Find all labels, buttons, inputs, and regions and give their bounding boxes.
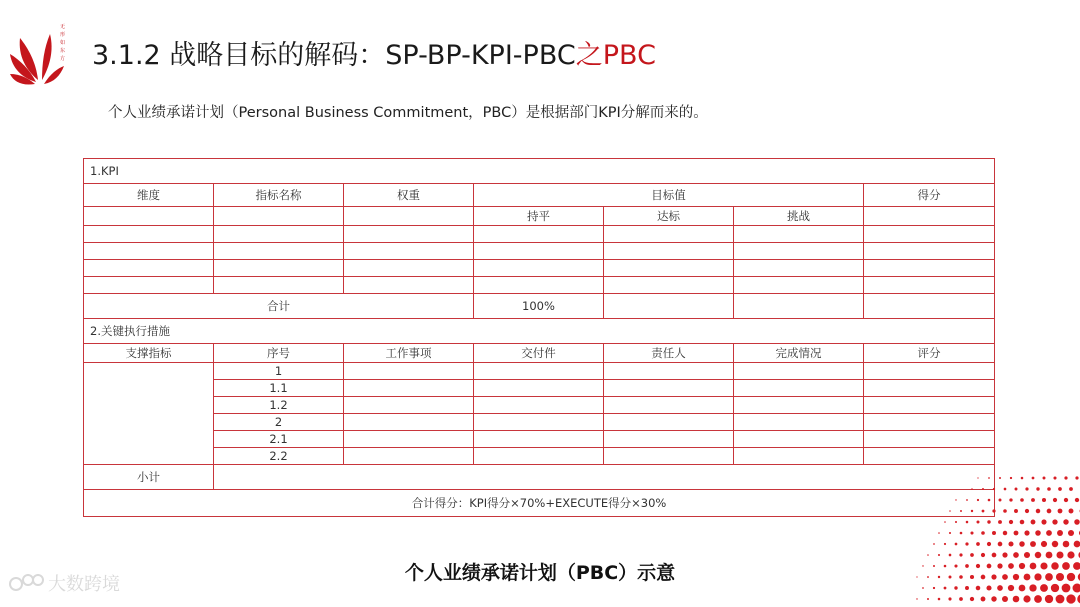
table-cell[interactable]	[474, 243, 604, 260]
page-title	[92, 38, 656, 74]
table-cell[interactable]	[864, 363, 995, 380]
decorative-dot	[1025, 509, 1029, 513]
decorative-dot	[1069, 487, 1073, 491]
seq-cell: 1.2	[214, 397, 344, 414]
decorative-dot	[944, 565, 947, 568]
decorative-dot	[916, 598, 917, 599]
seq-cell: 2	[214, 414, 344, 431]
decorative-dot	[1067, 551, 1074, 558]
decorative-dot	[1057, 530, 1063, 536]
decorative-dot	[981, 531, 985, 535]
decorative-dot	[1009, 520, 1013, 524]
table-cell[interactable]	[734, 397, 864, 414]
decorative-dot	[1025, 487, 1028, 490]
table-cell[interactable]	[344, 226, 474, 243]
table-cell[interactable]	[734, 277, 864, 294]
table-cell[interactable]	[214, 260, 344, 277]
decorative-dot	[938, 576, 940, 578]
table-cell[interactable]	[734, 414, 864, 431]
decorative-dot	[1034, 595, 1042, 603]
decorative-dot	[1053, 476, 1056, 479]
table-cell[interactable]	[864, 277, 995, 294]
decorative-dot	[971, 488, 973, 490]
decorative-dot	[1031, 498, 1035, 502]
decorative-dot	[933, 587, 935, 589]
decorative-dot	[982, 488, 984, 490]
decorative-dot	[1014, 531, 1019, 536]
decorative-dot	[949, 576, 952, 579]
decorative-dot	[1052, 519, 1057, 524]
decorative-dot	[1013, 552, 1019, 558]
svg-text:如: 如	[60, 40, 66, 46]
decorative-dot	[1041, 519, 1046, 524]
table-cell[interactable]	[734, 448, 864, 465]
decorative-dot	[1002, 574, 1008, 580]
decorative-dot	[1058, 509, 1063, 514]
table-cell[interactable]	[864, 414, 995, 431]
table-cell[interactable]	[474, 414, 604, 431]
decorative-dot	[1030, 563, 1037, 570]
decorative-dot	[955, 499, 956, 500]
decorative-dot	[965, 564, 969, 568]
table-row	[84, 431, 995, 448]
decorative-dot	[1036, 509, 1040, 513]
table-cell[interactable]	[344, 207, 474, 226]
decorative-dot	[999, 499, 1002, 502]
decorative-dot	[1024, 530, 1029, 535]
header-supporting-indicator: 支撑指标	[84, 344, 214, 363]
decorative-dot	[1041, 541, 1047, 547]
decorative-dot	[1013, 596, 1020, 603]
table-cell[interactable]	[214, 243, 344, 260]
header-target-met: 达标	[604, 207, 734, 226]
table-cell[interactable]	[604, 277, 734, 294]
decorative-dot	[1063, 519, 1068, 524]
decorative-dot	[970, 531, 973, 534]
header-indicator-name: 指标名称	[214, 184, 344, 207]
paw-logo-icon	[8, 572, 44, 594]
decorative-dot	[992, 531, 996, 535]
decorative-dot	[960, 510, 962, 512]
decorative-dot	[1069, 509, 1074, 514]
table-cell[interactable]	[474, 226, 604, 243]
header-rating: 评分	[864, 344, 995, 363]
decorative-dot	[998, 520, 1002, 524]
decorative-dot	[997, 563, 1002, 568]
decorative-dot	[944, 543, 946, 545]
decorative-dot	[987, 542, 991, 546]
decorative-dot	[949, 554, 952, 557]
table-cell[interactable]	[84, 226, 214, 243]
decorative-dot	[1029, 584, 1036, 591]
header-target-value: 目标值	[474, 184, 864, 207]
table-cell[interactable]	[604, 414, 734, 431]
title-prefix: 3.1.2 战略目标的解码：SP-BP-KPI-PBC	[92, 40, 576, 71]
decorative-dot	[991, 574, 996, 579]
supporting-indicator-cell[interactable]	[84, 363, 214, 465]
table-cell[interactable]	[84, 277, 214, 294]
decorative-dots-icon	[860, 470, 1080, 607]
decorative-dot	[949, 532, 951, 534]
table-cell[interactable]	[864, 294, 995, 319]
table-cell[interactable]	[734, 431, 864, 448]
decorative-dot	[1066, 594, 1075, 603]
subtitle: 个人业绩承诺计划（Personal Business Commitment，PBC）是根据部门KPI分解而来的。	[108, 105, 708, 121]
table-cell[interactable]	[344, 260, 474, 277]
decorative-dot	[1045, 573, 1053, 581]
header-target-flat: 持平	[474, 207, 604, 226]
decorative-dot	[997, 585, 1003, 591]
decorative-dot	[1056, 573, 1064, 581]
table-cell[interactable]	[604, 226, 734, 243]
decorative-dot	[976, 564, 980, 568]
svg-text:无: 无	[60, 24, 66, 30]
decorative-dot	[916, 576, 917, 577]
table-row	[84, 363, 995, 380]
table-cell[interactable]	[84, 243, 214, 260]
decorative-dot	[965, 542, 968, 545]
table-cell[interactable]	[214, 226, 344, 243]
decorative-dot	[987, 564, 992, 569]
decorative-dot	[1047, 509, 1052, 514]
company-logo-icon	[8, 18, 72, 92]
decorative-dot	[977, 477, 978, 478]
table-cell[interactable]	[344, 448, 474, 465]
table-cell[interactable]	[604, 243, 734, 260]
decorative-dot	[938, 554, 940, 556]
decorative-dot	[1020, 498, 1024, 502]
table-cell[interactable]	[474, 260, 604, 277]
table-row	[84, 260, 995, 277]
table-cell[interactable]	[84, 260, 214, 277]
kpi-total-label: 合计	[84, 294, 474, 319]
table-cell[interactable]	[734, 226, 864, 243]
table-cell[interactable]	[604, 448, 734, 465]
decorative-dot	[1046, 530, 1052, 536]
decorative-dot	[986, 585, 991, 590]
decorative-dot	[982, 510, 985, 513]
decorative-dot	[1062, 584, 1071, 593]
subtotal-label: 小计	[84, 465, 214, 490]
decorative-dot	[927, 598, 929, 600]
decorative-dot	[1036, 487, 1039, 490]
header-completion: 完成情况	[734, 344, 864, 363]
decorative-dot	[1024, 574, 1031, 581]
decorative-dot	[999, 477, 1001, 479]
table-cell[interactable]	[864, 207, 995, 226]
decorative-dot	[959, 553, 962, 556]
decorative-dot	[1045, 595, 1053, 603]
table-cell[interactable]	[604, 294, 734, 319]
table-cell[interactable]	[344, 431, 474, 448]
decorative-dot	[938, 532, 940, 534]
table-cell[interactable]	[864, 226, 995, 243]
decorative-dot	[1010, 477, 1012, 479]
decorative-dot	[976, 586, 981, 591]
header-deliverable: 交付件	[474, 344, 604, 363]
decorative-dot	[1030, 541, 1036, 547]
decorative-dot	[970, 597, 974, 601]
decorative-dot	[944, 521, 946, 523]
decorative-dot	[1067, 573, 1075, 581]
decorative-dot	[1003, 509, 1007, 513]
table-cell[interactable]	[344, 414, 474, 431]
header-target-challenge: 挑战	[734, 207, 864, 226]
decorative-dot	[1051, 562, 1058, 569]
watermark-text: 大数跨境	[48, 574, 120, 595]
table-row	[84, 414, 995, 431]
decorative-dot	[987, 520, 990, 523]
table-cell[interactable]	[474, 380, 604, 397]
decorative-dot	[1074, 541, 1080, 548]
decorative-dot	[1023, 595, 1030, 602]
table-cell[interactable]	[604, 260, 734, 277]
decorative-dot	[1015, 488, 1018, 491]
decorative-dot	[970, 575, 974, 579]
table-row	[84, 448, 995, 465]
decorative-dot	[981, 553, 985, 557]
decorative-dot	[960, 532, 963, 535]
decorative-dot	[1073, 562, 1080, 570]
decorative-dot	[1052, 541, 1058, 547]
watermark	[8, 570, 120, 596]
decorative-dot	[1062, 562, 1070, 570]
decorative-dot	[1064, 476, 1067, 479]
decorative-dot	[955, 543, 958, 546]
decorative-dot	[927, 576, 929, 578]
decorative-dot	[1075, 498, 1079, 502]
decorative-dot	[1040, 562, 1047, 569]
decorative-dot	[976, 542, 980, 546]
decorative-dot	[998, 542, 1003, 547]
decorative-dot	[938, 598, 941, 601]
table-cell[interactable]	[734, 380, 864, 397]
decorative-dot	[1013, 574, 1019, 580]
title-accent: 之PBC	[575, 40, 656, 71]
decorative-dot	[933, 543, 935, 545]
decorative-dot	[988, 499, 991, 502]
table-cell[interactable]	[734, 363, 864, 380]
decorative-dot	[959, 597, 963, 601]
kpi-total-weight: 100%	[474, 294, 604, 319]
table-row	[84, 277, 995, 294]
decorative-dot	[1020, 520, 1025, 525]
decorative-dot	[922, 565, 923, 566]
decorative-dot	[1051, 584, 1059, 592]
svg-text:形: 形	[60, 32, 66, 38]
decorative-dot	[966, 521, 969, 524]
svg-text:东: 东	[60, 48, 66, 54]
table-cell[interactable]	[84, 207, 214, 226]
table-cell[interactable]	[604, 431, 734, 448]
actions-section-label: 2.关键执行措施	[84, 319, 995, 344]
kpi-section-label: 1.KPI	[84, 159, 995, 184]
decorative-dot	[949, 510, 951, 512]
decorative-dot	[1073, 584, 1080, 593]
decorative-dot	[1009, 498, 1012, 501]
decorative-dot	[1056, 551, 1063, 558]
seq-cell: 1.1	[214, 380, 344, 397]
table-cell[interactable]	[214, 277, 344, 294]
table-cell[interactable]	[864, 260, 995, 277]
header-seq-no: 序号	[214, 344, 344, 363]
decorative-dot	[1002, 552, 1007, 557]
table-cell[interactable]	[474, 448, 604, 465]
decorative-dot	[1008, 541, 1013, 546]
decorative-dot	[1056, 595, 1065, 604]
figure-caption: 个人业绩承诺计划（PBC）示意	[404, 562, 676, 584]
decorative-dot	[955, 521, 957, 523]
decorative-dot	[1031, 520, 1036, 525]
decorative-dot	[1019, 563, 1025, 569]
header-weight: 权重	[344, 184, 474, 207]
seq-cell: 2.1	[214, 431, 344, 448]
decorative-dot	[1004, 488, 1007, 491]
table-cell[interactable]	[864, 448, 995, 465]
decorative-dot	[1034, 573, 1041, 580]
table-cell[interactable]	[214, 207, 344, 226]
decorative-dot	[959, 575, 963, 579]
decorative-dot	[977, 499, 979, 501]
decorative-dot	[1019, 541, 1025, 547]
decorative-dot	[1040, 584, 1048, 592]
table-cell[interactable]	[604, 380, 734, 397]
decorative-dot	[1008, 585, 1014, 591]
decorative-dot	[1047, 487, 1051, 491]
decorative-dot	[966, 499, 968, 501]
decorative-dot	[970, 553, 974, 557]
decorative-dot	[971, 510, 973, 512]
decorative-dot	[981, 575, 986, 580]
header-owner: 责任人	[604, 344, 734, 363]
table-cell[interactable]	[864, 397, 995, 414]
table-cell[interactable]	[344, 363, 474, 380]
decorative-dot	[927, 554, 929, 556]
decorative-dot	[1053, 498, 1057, 502]
header-work-item: 工作事项	[344, 344, 474, 363]
decorative-dot	[1058, 487, 1062, 491]
decorative-dot	[944, 587, 947, 590]
decorative-dot	[1014, 509, 1018, 513]
decorative-dot	[991, 596, 996, 601]
table-cell[interactable]	[474, 431, 604, 448]
decorative-dot	[1021, 477, 1024, 480]
table-cell[interactable]	[734, 294, 864, 319]
table-cell[interactable]	[344, 277, 474, 294]
table-row	[84, 380, 995, 397]
seq-cell: 1	[214, 363, 344, 380]
table-cell[interactable]	[474, 397, 604, 414]
decorative-dot	[1063, 541, 1070, 548]
decorative-dot	[1068, 530, 1074, 536]
final-score-formula: 合计得分：KPI得分×70%+EXECUTE得分×30%	[84, 490, 995, 517]
decorative-dot	[1008, 563, 1014, 569]
decorative-dot	[976, 520, 979, 523]
table-cell[interactable]	[864, 431, 995, 448]
decorative-dot	[1002, 596, 1008, 602]
decorative-dot	[1046, 552, 1053, 559]
table-cell[interactable]	[734, 260, 864, 277]
seq-cell: 2.2	[214, 448, 344, 465]
decorative-dot	[1043, 477, 1046, 480]
decorative-dot	[1042, 498, 1046, 502]
table-row	[84, 243, 995, 260]
decorative-dot	[1035, 530, 1041, 536]
svg-text:方: 方	[60, 56, 66, 62]
decorative-dot	[1074, 519, 1080, 525]
table-cell[interactable]	[864, 243, 995, 260]
table-cell[interactable]	[344, 243, 474, 260]
decorative-dot	[992, 509, 995, 512]
decorative-dot	[1024, 552, 1030, 558]
decorative-dot	[1003, 531, 1007, 535]
table-cell[interactable]	[474, 277, 604, 294]
table-cell[interactable]	[474, 363, 604, 380]
decorative-dot	[1019, 585, 1026, 592]
table-cell[interactable]	[344, 397, 474, 414]
decorative-dot	[1035, 552, 1041, 558]
decorative-dot	[981, 597, 986, 602]
decorative-dot	[1032, 477, 1035, 480]
header-score: 得分	[864, 184, 995, 207]
decorative-dot	[933, 565, 935, 567]
decorative-dot	[988, 477, 990, 479]
table-row	[84, 397, 995, 414]
table-cell[interactable]	[604, 397, 734, 414]
table-cell[interactable]	[344, 380, 474, 397]
decorative-dot	[948, 597, 951, 600]
decorative-dot	[1075, 476, 1078, 479]
decorative-dot	[954, 586, 957, 589]
decorative-dot	[993, 488, 995, 490]
table-cell[interactable]	[734, 243, 864, 260]
pbc-table	[83, 158, 995, 517]
header-dimension: 维度	[84, 184, 214, 207]
table-row	[84, 226, 995, 243]
table-cell[interactable]	[604, 363, 734, 380]
table-cell[interactable]	[864, 380, 995, 397]
decorative-dot	[954, 564, 957, 567]
decorative-dot	[965, 586, 969, 590]
decorative-dot	[1064, 498, 1068, 502]
decorative-dot	[922, 587, 924, 589]
decorative-dot	[992, 553, 997, 558]
